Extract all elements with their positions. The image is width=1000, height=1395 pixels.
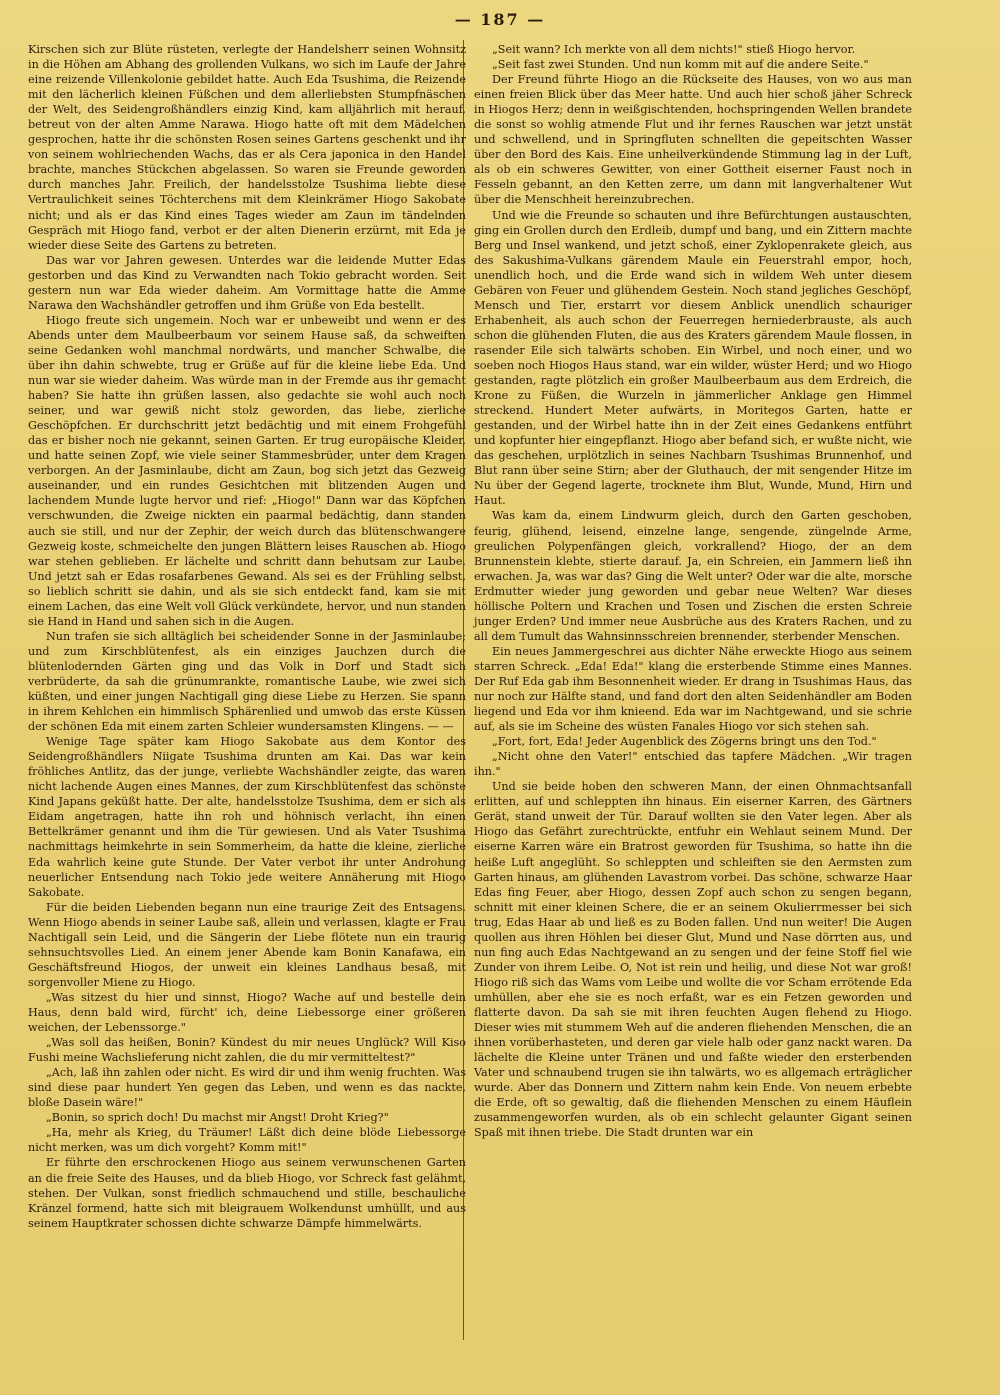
right-column — [474, 42, 912, 1140]
paragraph: Ein neues Jammergeschrei aus dichter Nähe erweckte Hiogo aus seinem starren Schreck. „Eda! Eda!" klang die ersterbende Stimme eines Mannes. Der Ruf Eda gab ihm Besonnenheit wieder. Er drang in Tsushimas Haus, das nur noch zur Hälfte stand, und fand dort den alten Seidenhändler am Boden liegend und Eda vor ihm knieend. Eda war im Nachtgewand, und sie schrie auf, als sie im Scheine des wüsten Fanales Hiogo vor sich stehen sah. — [474, 644, 912, 734]
paragraph: „Seit wann? Ich merkte von all dem nichts!" stieß Hiogo hervor. — [492, 43, 856, 56]
page-number: — 187 — — [454, 10, 546, 29]
paragraph: „Ha, mehr als Krieg, du Träumer! Läßt dich deine blöde Liebessorge nicht merken, was um dich vorgeht? Komm mit!" — [28, 1126, 466, 1155]
paragraph: Nun trafen sie sich alltäglich bei scheidender Sonne in der Jasminlaube; und zum Kirschblütenfest, als ein einziges Jauchzen durch die blütenlodernden Gärten ging und das Volk in Dorf und Stadt sich verbrüderte, da sah die grünumrankte, romantische Laube, wie zwei sich küßten, und einer jungen Nachtigall ging diese Liebe zu Herzen. Sie spann in ihrem Kehlchen ein himmlisch Sphärenlied und umwob das erste Küssen der schönen Eda mit einem zarten Schleier wundersamsten Klingens. — — — [28, 629, 466, 734]
paragraph: Hiogo freute sich ungemein. Noch war er unbeweibt und wenn er des Abends unter dem Maulbeerbaum vor seinem Hause saß, da schweiften seine Gedanken wohl manchmal nordwärts, und mancher Schwalbe, die über ihn dahin schwebte, trug er Grüße auf für die kleine liebe Eda. Und nun war sie wieder daheim. Was würde man in der Fremde aus ihr gemacht haben? Sie hatte ihn grüßen lassen, also gedachte sie wohl auch noch seiner, und war gewiß nicht stolz geworden, das liebe, zierliche Geschöpfchen. Er durchschritt jetzt bedächtig und mit einem Frohgefühl das er bisher noch nie gekannt, seinen Garten. Er trug europäische Kleider, und hatte seinen Zopf, wie viele seiner Stammesbrüder, unter dem Kragen verborgen. An der Jasminlaube, dicht am Zaun, bog sich jetzt das Gezweig auseinander, und ein rundes Gesichtchen mit blitzenden Augen und lachendem Munde lugte hervor und rief: „Hiogo!" Dann war das Köpfchen verschwunden, die Zweige nickten ein paarmal bedächtig, dann standen auch sie still, und nur der Zephir, der weich durch das blütenschwangere Gezweig koste, schmeichelte den jungen Blättern leises Rauschen ab. Hiogo war stehen geblieben. Er lächelte und schritt dann behutsam zur Laube. Und jetzt sah er Edas rosafarbenes Gewand. Als sei es der Frühling selbst, so lieblich schritt sie dahin, und als sie sich entdeckt fand, kam sie mit einem Lachen, das eine Welt voll Glück verkündete, hervor, und nun standen sie Hand in Hand und sahen sich in die Augen. — [28, 313, 466, 628]
paragraph: Und wie die Freunde so schauten und ihre Befürchtungen austauschten, ging ein Grollen durch den Erdleib, dumpf und bang, und ein Zittern machte Berg und Insel wankend, und jetzt schoß, einer Zyklopenrakete gleich, aus des Sakushima-Vulkans gärendem Maule ein Feuerstrahl empor, hoch, unendlich hoch, und die Erde wand sich in wildem Weh unter diesem Gebären von Feuer und glühendem Gestein. Noch stand jegliches Geschöpf, Mensch und Tier, erstarrt vor diesem Anblick unendlich schauriger Erhabenheit, als auch schon der Feuerregen herniederbrauste, als auch schon die glühenden Fluten, die aus des Kraters gärendem Maule flossen, in rasender Eile sich talwärts schoben. Ein Wirbel, und noch einer, und wo soeben noch Hiogos Haus stand, war ein wilder, wüster Herd; und wo Hiogo gestanden, ragte plötzlich ein großer Maulbeerbaum aus dem Erdreich, die Krone zu Füßen, die Wurzeln in jämmerlicher Anklage gen Himmel streckend. Hundert Meter aufwärts, in Moritegos Garten, hatte er gestanden, und der Wirbel hatte ihn in der Zeit eines Gedankens entführt und kopfunter hier eingepflanzt. Hiogo aber befand sich, er wußte nicht, wie das geschehen, urplötzlich in seines Nachbarn Tsushimas Brunnenhof, und Blut rann über seine Stirn; aber der Gluthauch, der mit sengender Hitze im Nu über der Gegend lagerte, trocknete ihm Blut, Wunde, Mund, Hirn und Haut. — [474, 208, 912, 508]
paragraph: „Was soll das heißen, Bonin? Kündest du mir neues Unglück? Will Kiso Fushi meine Wachslieferung nicht zahlen, die du mir vermitteltest?" — [28, 1036, 466, 1065]
paragraph: „Seit fast zwei Stunden. Und nun komm mit auf die andere Seite." — [492, 58, 869, 72]
paragraph: Wenige Tage später kam Hiogo Sakobate aus dem Kontor des Seidengroßhändlers Niigate Tsushima drunten am Kai. Das war kein fröhliches Antlitz, das der junge, verliebte Wachshändler zeigte, das waren nicht lachende Augen eines Mannes, der zum Kirschblütenfest das schönste Kind Japans geküßt hatte. Der alte, handelsstolze Tsushima, dem er sich als Eidam angetragen, hatte ihn roh und höhnisch verlacht, ihn einen Bettelkrämer genannt und ihm die Tür gewiesen. Und als Vater Tsushima nachmittags heimkehrte in sein Sommerheim, da hatte die kleine, zierliche Eda wahrlich keine gute Stunde. Der Vater verbot ihr unter Androhung neuerlicher Entsendung nach Tokio jede weitere Annäherung mit Hiogo Sakobate. — [28, 735, 466, 899]
paragraph: Für die beiden Liebenden begann nun eine traurige Zeit des Entsagens. Wenn Hiogo abends in seiner Laube saß, allein und verlassen, klagte er Frau Nachtigall sein Leid, und die Sängerin der Liebe flötete nun ein traurig sehnsuchtsvolles Lied. An einem jener Abende kam Bonin Kanafawa, ein Geschäftsfreund Hiogos, der unweit ein kleines Landhaus besaß, mit sorgenvoller Miene zu Hiogo. — [28, 900, 466, 989]
paragraph: „Nicht ohne den Vater!" entschied das tapfere Mädchen. „Wir tragen ihn." — [474, 750, 912, 779]
paragraph: „Bonin, so sprich doch! Du machst mir Angst! Droht Krieg?" — [46, 1111, 389, 1125]
paragraph: Was kam da, einem Lindwurm gleich, durch den Garten geschoben, feurig, glühend, leisend, einzelne lange, sengende, züngelnde Arme, greulichen Polypenfängen gleich, vorkrallend? Hiogo, der an dem Brunnenstein klebte, stierte darauf. Ja, ein Schreien, ein Jammern ließ ihn erwachen. Ja, was war das? Ging die Welt unter? Oder war die alte, morsche Erdmutter wieder jung geworden und gebar neue Welten? War dieses höllische Poltern und Krachen und Tosen und Zischen die ersten Schreie junger Erden? Und immer neue Ausbrüche aus des Kraters Rachen, und zu all dem Tumult das Wahnsinnsschreien brennender, sterbender Menschen. — [474, 509, 912, 643]
paragraph: „Ach, laß ihn zahlen oder nicht. Es wird dir und ihm wenig fruchten. Was sind diese paar hundert Yen gegen das Leben, und wenn es das nackte, bloße Dasein wäre!" — [28, 1066, 466, 1110]
paragraph: Er führte den erschrockenen Hiogo aus seinem verwunschenen Garten an die freie Seite des Hauses, und da blieb Hiogo, vor Schreck fast gelähmt, stehen. Der Vulkan, sonst friedlich schmauchend und stille, beschauliche Kränzel formend, hatte sich mit bleigrauem Wolkendunst umhüllt, und aus seinem Hauptkrater schossen dichte schwarze Dämpfe himmelwärts. — [28, 1156, 466, 1230]
left-column — [28, 42, 466, 1231]
paragraph: Der Freund führte Hiogo an die Rückseite des Hauses, von wo aus man einen freien Blick über das Meer hatte. Und auch hier schoß jäher Schreck in Hiogos Herz; denn in weißgischtenden, hochspringenden Wellen brandete die sonst so wohlig atmende Flut und ihr fernes Rauschen war jetzt unstät und schwellend, und in Springfluten schnellten die gepeitschten Wasser über den Bord des Kais. Eine unheilverkündende Stimmung lag in der Luft, als ob ein schweres Gewitter, von einer Gottheit eiserner Faust noch in Fesseln gebannt, an den Ketten zerre, um dann mit langverhaltener Wut über die Menschheit hereinzubrechen. — [474, 73, 912, 207]
paragraph: Das war vor Jahren gewesen. Unterdes war die leidende Mutter Edas gestorben und das Kind zu Verwandten nach Tokio gebracht worden. Seit gestern nun war Eda wieder daheim. Am Vormittage hatte die Amme Narawa den Wachshändler getroffen und ihm Grüße von Eda bestellt. — [28, 253, 466, 312]
paragraph: Kirschen sich zur Blüte rüsteten, verlegte der Handelsherr seinen Wohnsitz in die Höhen am Abhang des grollenden Vulkans, wo sich im Laufe der Jahre eine reizende Villenkolonie gebildet hatte. Auch Eda Tsushima, die Reizende mit den lächerlich kleinen Füßchen und dem allerliebsten Stumpfnäschen der Welt, des Seidengroßhändlers einzig Kind, kam alljährlich mit herauf, betreut von der alten Amme Narawa. Hiogo hatte oft mit dem Mädelchen gesprochen, hatte ihr die schönsten Rosen seines Gartens geschenkt und ihr von seinem wohlriechenden Wachs, das er als Cera japonica in den Handel brachte, manches Stückchen abgelassen. So waren sie Freunde geworden durch manches Jahr. Freilich, der handelsstolze Tsushima liebte diese Vertraulichkeit seines Töchterchens mit dem Kleinkrämer Hiogo Sakobate nicht; und als er das Kind eines Tages wieder am Zaun im tändelnden Gespräch mit Hiogo fand, verbot er der alten Dienerin erzürnt, mit Eda je wieder diese Seite des Gartens zu betreten. — [28, 43, 466, 252]
paragraph: „Fort, fort, Eda! Jeder Augenblick des Zögerns bringt uns den Tod." — [492, 735, 877, 749]
paragraph: „Was sitzest du hier und sinnst, Hiogo? Wache auf und bestelle dein Haus, denn bald wird, fürcht' ich, deine Liebessorge einer größeren weichen, der Lebenssorge." — [28, 990, 466, 1035]
paragraph: Und sie beide hoben den schweren Mann, der einen Ohnmachtsanfall erlitten, auf und schleppten ihn hinaus. Ein eiserner Karren, des Gärtners Gerät, stand unweit der Tür. Darauf wollten sie den Vater legen. Aber als Hiogo das Gefährt zurechtrückte, entfuhr ein Wehlaut seinem Mund. Der eiserne Karren wäre ein Bratrost geworden für Tsushima, so hatte ihn die heiße Luft angeglüht. So schleppten und schleiften sie den Aermsten zum Garten hinaus, am glühenden Lavastrom vorbei. Das schöne, schwarze Haar Edas fing Feuer, aber Hiogo, dessen Zopf auch schon zu sengen begann, schnitt mit einer kleinen Schere, die er an seinem Okulierrmesser bei sich trug, Edas Haar ab und ließ es zu Boden fallen. Und nun weiter! Die Augen quollen aus ihren Höhlen bei dieser Glut, Mund und Nase dörrten aus, und nun fing auch Edas Nachtgewand an zu sengen und der feine Stoff fiel wie Zunder von ihrem Leibe. O, Not ist rein und heilig, und diese Not war groß! Hiogo riß sich das Wams vom Leibe und wollte die vor Scham errötende Eda umhüllen, aber ehe sie es noch erfaßt, war es ein Fetzen geworden und flatterte davon. Da sah sie mit ihren feuchten Augen flehend zu Hiogo. Dieser wies mit stummem Weh auf die anderen fliehenden Menschen, die an ihnen vorüberhasteten, und deren gar viele halb oder ganz nackt waren. Da lächelte die Kleine unter Tränen und und faßte wieder den ersterbenden Vater und schnaubend trugen sie ihn talwärts, wo es allgemach erträglicher wurde. Aber das Donnern und Zittern nahm kein Ende. Von neuem erbebte die Erde, oft so gewaltig, daß die fliehenden Menschen zu einem Häuflein zusammengeworfen wurden, als ob ein schlecht gelaunter Gigant seinen Spaß mit ihnen triebe. Die Stadt drunten war ein — [474, 780, 912, 1140]
